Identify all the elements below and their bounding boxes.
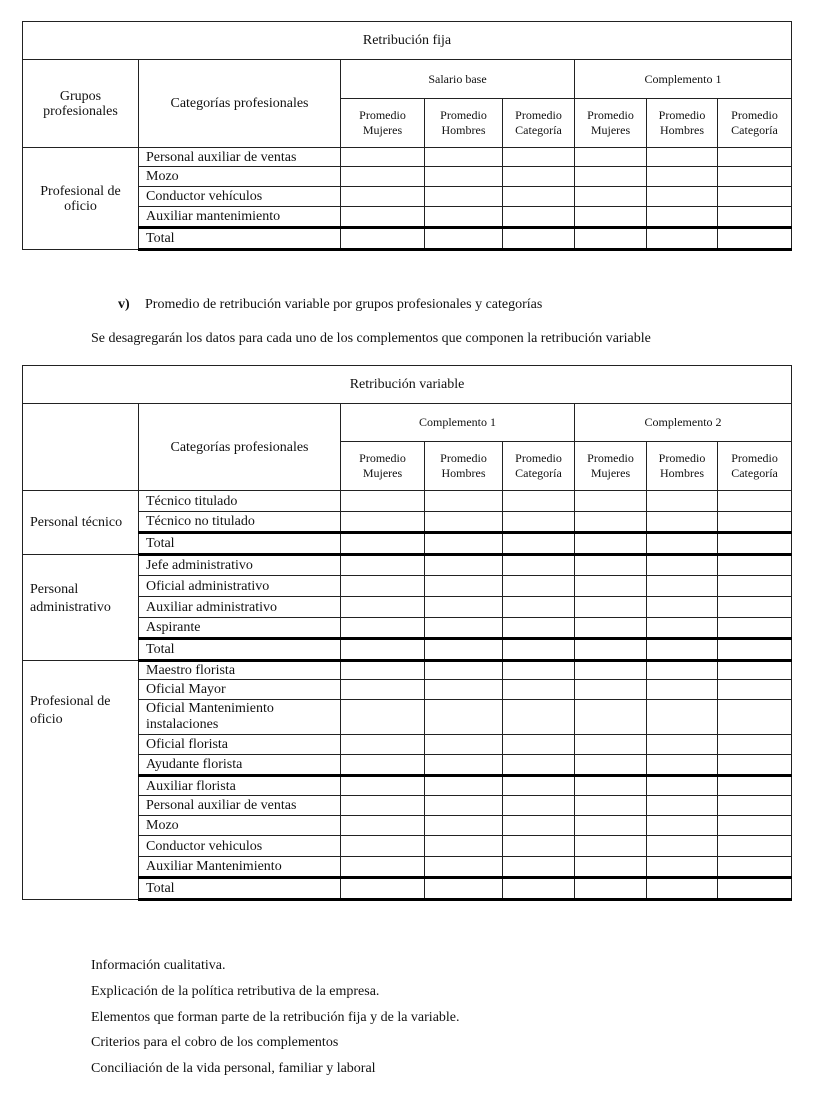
category-cell: Jefe administrativo: [139, 555, 341, 576]
value-cell: [425, 836, 503, 857]
table-row: [23, 576, 792, 597]
value-cell: [425, 735, 503, 755]
table-row: [23, 618, 792, 639]
category-cell: Técnico titulado: [139, 491, 341, 512]
value-cell: [647, 755, 718, 776]
value-cell: [341, 576, 425, 597]
value-cell: [503, 512, 575, 533]
value-cell: [341, 680, 425, 700]
value-cell: [503, 207, 575, 228]
table-row: [23, 755, 792, 776]
total-row: [23, 533, 792, 555]
col-header-cell: Promedio Hombres: [647, 99, 718, 148]
value-cell: [575, 576, 647, 597]
category-cell: Auxiliar Mantenimiento: [139, 857, 341, 878]
value-cell: [425, 639, 503, 661]
category-cell: Oficial Mantenimiento instalaciones: [139, 700, 341, 735]
value-cell: [425, 816, 503, 836]
col-header-cell: Promedio Mujeres: [341, 99, 425, 148]
value-cell: [425, 661, 503, 680]
value-cell: [341, 816, 425, 836]
category-cell: Oficial florista: [139, 735, 341, 755]
value-cell: [425, 618, 503, 639]
table2-title: Retribución variable: [23, 366, 792, 404]
category-cell: Personal auxiliar de ventas: [139, 148, 341, 167]
col-header-cell: Promedio Categoría: [718, 442, 792, 491]
value-cell: [718, 555, 792, 576]
value-cell: [503, 735, 575, 755]
value-cell: [718, 735, 792, 755]
value-cell: [718, 491, 792, 512]
col-header-cell: Promedio Categoría: [503, 99, 575, 148]
value-cell: [425, 512, 503, 533]
value-cell: [503, 700, 575, 735]
value-cell: [425, 491, 503, 512]
value-cell: [575, 207, 647, 228]
value-cell: [503, 836, 575, 857]
value-cell: [575, 836, 647, 857]
value-cell: [575, 816, 647, 836]
value-cell: [575, 228, 647, 250]
category-cell: Maestro florista: [139, 661, 341, 680]
value-cell: [647, 167, 718, 187]
value-cell: [575, 491, 647, 512]
value-cell: [503, 776, 575, 796]
category-cell: Mozo: [139, 816, 341, 836]
category-cell: Total: [139, 228, 341, 250]
table-row: [23, 816, 792, 836]
value-cell: [341, 207, 425, 228]
value-cell: [718, 187, 792, 207]
value-cell: [341, 533, 425, 555]
category-cell: Oficial Mayor: [139, 680, 341, 700]
value-cell: [503, 533, 575, 555]
table-row: [23, 187, 792, 207]
value-cell: [718, 597, 792, 618]
value-cell: [341, 639, 425, 661]
table2-category-header: Categorías profesionales: [139, 404, 341, 491]
value-cell: [647, 816, 718, 836]
table1-complemento1-header: Complemento 1: [575, 60, 792, 99]
fixed-pay-table: [22, 21, 792, 251]
value-cell: [647, 533, 718, 555]
table-row: [23, 148, 792, 167]
table-row: [23, 491, 792, 512]
value-cell: [718, 755, 792, 776]
value-cell: [341, 700, 425, 735]
value-cell: [425, 533, 503, 555]
total-row: [23, 878, 792, 900]
value-cell: [425, 700, 503, 735]
value-cell: [425, 148, 503, 167]
value-cell: [341, 661, 425, 680]
category-cell: Total: [139, 639, 341, 661]
qualitative-line: Elementos que forman parte de la retribución fija y de la variable.: [91, 1010, 460, 1025]
value-cell: [425, 796, 503, 816]
value-cell: [718, 680, 792, 700]
value-cell: [718, 618, 792, 639]
table-row: [23, 836, 792, 857]
value-cell: [503, 576, 575, 597]
category-cell: Total: [139, 878, 341, 900]
value-cell: [718, 816, 792, 836]
table2-group-header: [23, 404, 139, 491]
section-title: Promedio de retribución variable por grupos profesionales y categorías: [145, 297, 543, 312]
qualitative-line: Información cualitativa.: [91, 958, 226, 973]
col-header-cell: Promedio Categoría: [503, 442, 575, 491]
value-cell: [647, 187, 718, 207]
value-cell: [575, 639, 647, 661]
value-cell: [718, 878, 792, 900]
value-cell: [575, 796, 647, 816]
value-cell: [503, 228, 575, 250]
value-cell: [575, 857, 647, 878]
value-cell: [341, 735, 425, 755]
category-cell: Conductor vehículos: [139, 187, 341, 207]
col-header-cell: Promedio Categoría: [718, 99, 792, 148]
value-cell: [647, 597, 718, 618]
category-cell: Conductor vehiculos: [139, 836, 341, 857]
group-cell: Personal técnico: [23, 491, 139, 555]
value-cell: [718, 167, 792, 187]
value-cell: [718, 533, 792, 555]
table-row: [23, 555, 792, 576]
table1-title: Retribución fija: [23, 22, 792, 60]
section-v-paragraph: Se desagregarán los datos para cada uno de los complementos que componen la retribución variable: [91, 331, 651, 346]
table-row: [23, 776, 792, 796]
col-header-cell: Promedio Hombres: [425, 99, 503, 148]
value-cell: [647, 680, 718, 700]
category-cell: Aspirante: [139, 618, 341, 639]
value-cell: [341, 228, 425, 250]
value-cell: [575, 878, 647, 900]
value-cell: [425, 576, 503, 597]
value-cell: [718, 836, 792, 857]
value-cell: [503, 639, 575, 661]
value-cell: [341, 618, 425, 639]
value-cell: [575, 597, 647, 618]
value-cell: [425, 555, 503, 576]
value-cell: [341, 836, 425, 857]
value-cell: [647, 228, 718, 250]
value-cell: [341, 148, 425, 167]
table-row: [23, 700, 792, 735]
value-cell: [503, 597, 575, 618]
value-cell: [425, 597, 503, 618]
table2-complemento2-header: Complemento 2: [575, 404, 792, 442]
table-row: [23, 597, 792, 618]
value-cell: [575, 661, 647, 680]
total-row: [23, 639, 792, 661]
category-cell: Auxiliar mantenimiento: [139, 207, 341, 228]
value-cell: [718, 661, 792, 680]
value-cell: [575, 700, 647, 735]
category-cell: Personal auxiliar de ventas: [139, 796, 341, 816]
value-cell: [425, 878, 503, 900]
value-cell: [503, 661, 575, 680]
value-cell: [503, 167, 575, 187]
variable-pay-table: [22, 365, 792, 901]
value-cell: [503, 878, 575, 900]
value-cell: [575, 755, 647, 776]
value-cell: [647, 796, 718, 816]
table-row: [23, 207, 792, 228]
col-header-cell: Promedio Mujeres: [575, 442, 647, 491]
category-cell: Mozo: [139, 167, 341, 187]
value-cell: [647, 878, 718, 900]
value-cell: [503, 796, 575, 816]
total-row: [23, 228, 792, 250]
value-cell: [425, 207, 503, 228]
value-cell: [718, 207, 792, 228]
value-cell: [718, 148, 792, 167]
value-cell: [503, 755, 575, 776]
value-cell: [647, 857, 718, 878]
value-cell: [575, 618, 647, 639]
value-cell: [575, 187, 647, 207]
value-cell: [575, 512, 647, 533]
qualitative-line: Conciliación de la vida personal, familiar y laboral: [91, 1061, 376, 1076]
value-cell: [503, 555, 575, 576]
value-cell: [647, 207, 718, 228]
col-header-cell: Promedio Mujeres: [575, 99, 647, 148]
value-cell: [575, 776, 647, 796]
table1-category-header: Categorías profesionales: [139, 60, 341, 148]
col-header-cell: Promedio Hombres: [425, 442, 503, 491]
table-row: [23, 661, 792, 680]
category-cell: Auxiliar administrativo: [139, 597, 341, 618]
category-cell: Total: [139, 533, 341, 555]
col-header-cell: Promedio Mujeres: [341, 442, 425, 491]
group-cell: Personal administrativo: [23, 555, 139, 661]
table-row: [23, 680, 792, 700]
value-cell: [503, 618, 575, 639]
category-cell: Auxiliar florista: [139, 776, 341, 796]
table-row: [23, 857, 792, 878]
qualitative-line: Criterios para el cobro de los complementos: [91, 1035, 339, 1050]
value-cell: [575, 148, 647, 167]
value-cell: [575, 533, 647, 555]
value-cell: [647, 491, 718, 512]
value-cell: [647, 148, 718, 167]
value-cell: [718, 700, 792, 735]
group-cell: Profesional de oficio: [23, 148, 139, 250]
value-cell: [647, 776, 718, 796]
value-cell: [503, 148, 575, 167]
value-cell: [718, 776, 792, 796]
value-cell: [647, 555, 718, 576]
value-cell: [575, 680, 647, 700]
value-cell: [341, 878, 425, 900]
value-cell: [425, 755, 503, 776]
value-cell: [425, 857, 503, 878]
col-header-cell: Promedio Hombres: [647, 442, 718, 491]
value-cell: [425, 228, 503, 250]
table-row: [23, 167, 792, 187]
table-row: [23, 796, 792, 816]
value-cell: [425, 776, 503, 796]
value-cell: [647, 661, 718, 680]
table1-salario-base-header: Salario base: [341, 60, 575, 99]
value-cell: [647, 576, 718, 597]
value-cell: [341, 597, 425, 618]
value-cell: [425, 680, 503, 700]
value-cell: [341, 187, 425, 207]
value-cell: [718, 228, 792, 250]
value-cell: [718, 512, 792, 533]
value-cell: [647, 512, 718, 533]
table2-complemento1-header: Complemento 1: [341, 404, 575, 442]
value-cell: [341, 796, 425, 816]
value-cell: [341, 755, 425, 776]
table-row: [23, 512, 792, 533]
value-cell: [341, 857, 425, 878]
value-cell: [341, 167, 425, 187]
value-cell: [503, 187, 575, 207]
value-cell: [647, 618, 718, 639]
value-cell: [341, 555, 425, 576]
table1-group-header: Grupos profesionales: [23, 60, 139, 148]
value-cell: [647, 639, 718, 661]
category-cell: Oficial administrativo: [139, 576, 341, 597]
value-cell: [503, 816, 575, 836]
value-cell: [503, 680, 575, 700]
section-number: v): [118, 297, 130, 312]
value-cell: [575, 735, 647, 755]
value-cell: [503, 491, 575, 512]
value-cell: [503, 857, 575, 878]
value-cell: [575, 167, 647, 187]
value-cell: [718, 857, 792, 878]
value-cell: [647, 836, 718, 857]
table-row: [23, 735, 792, 755]
value-cell: [718, 639, 792, 661]
value-cell: [575, 555, 647, 576]
value-cell: [647, 735, 718, 755]
value-cell: [647, 700, 718, 735]
group-cell: Profesional de oficio: [23, 661, 139, 900]
value-cell: [341, 776, 425, 796]
section-v-heading: [118, 297, 542, 313]
value-cell: [425, 167, 503, 187]
category-cell: Técnico no titulado: [139, 512, 341, 533]
value-cell: [341, 512, 425, 533]
value-cell: [425, 187, 503, 207]
qualitative-line: Explicación de la política retributiva de la empresa.: [91, 984, 380, 999]
value-cell: [718, 576, 792, 597]
value-cell: [718, 796, 792, 816]
category-cell: Ayudante florista: [139, 755, 341, 776]
value-cell: [341, 491, 425, 512]
